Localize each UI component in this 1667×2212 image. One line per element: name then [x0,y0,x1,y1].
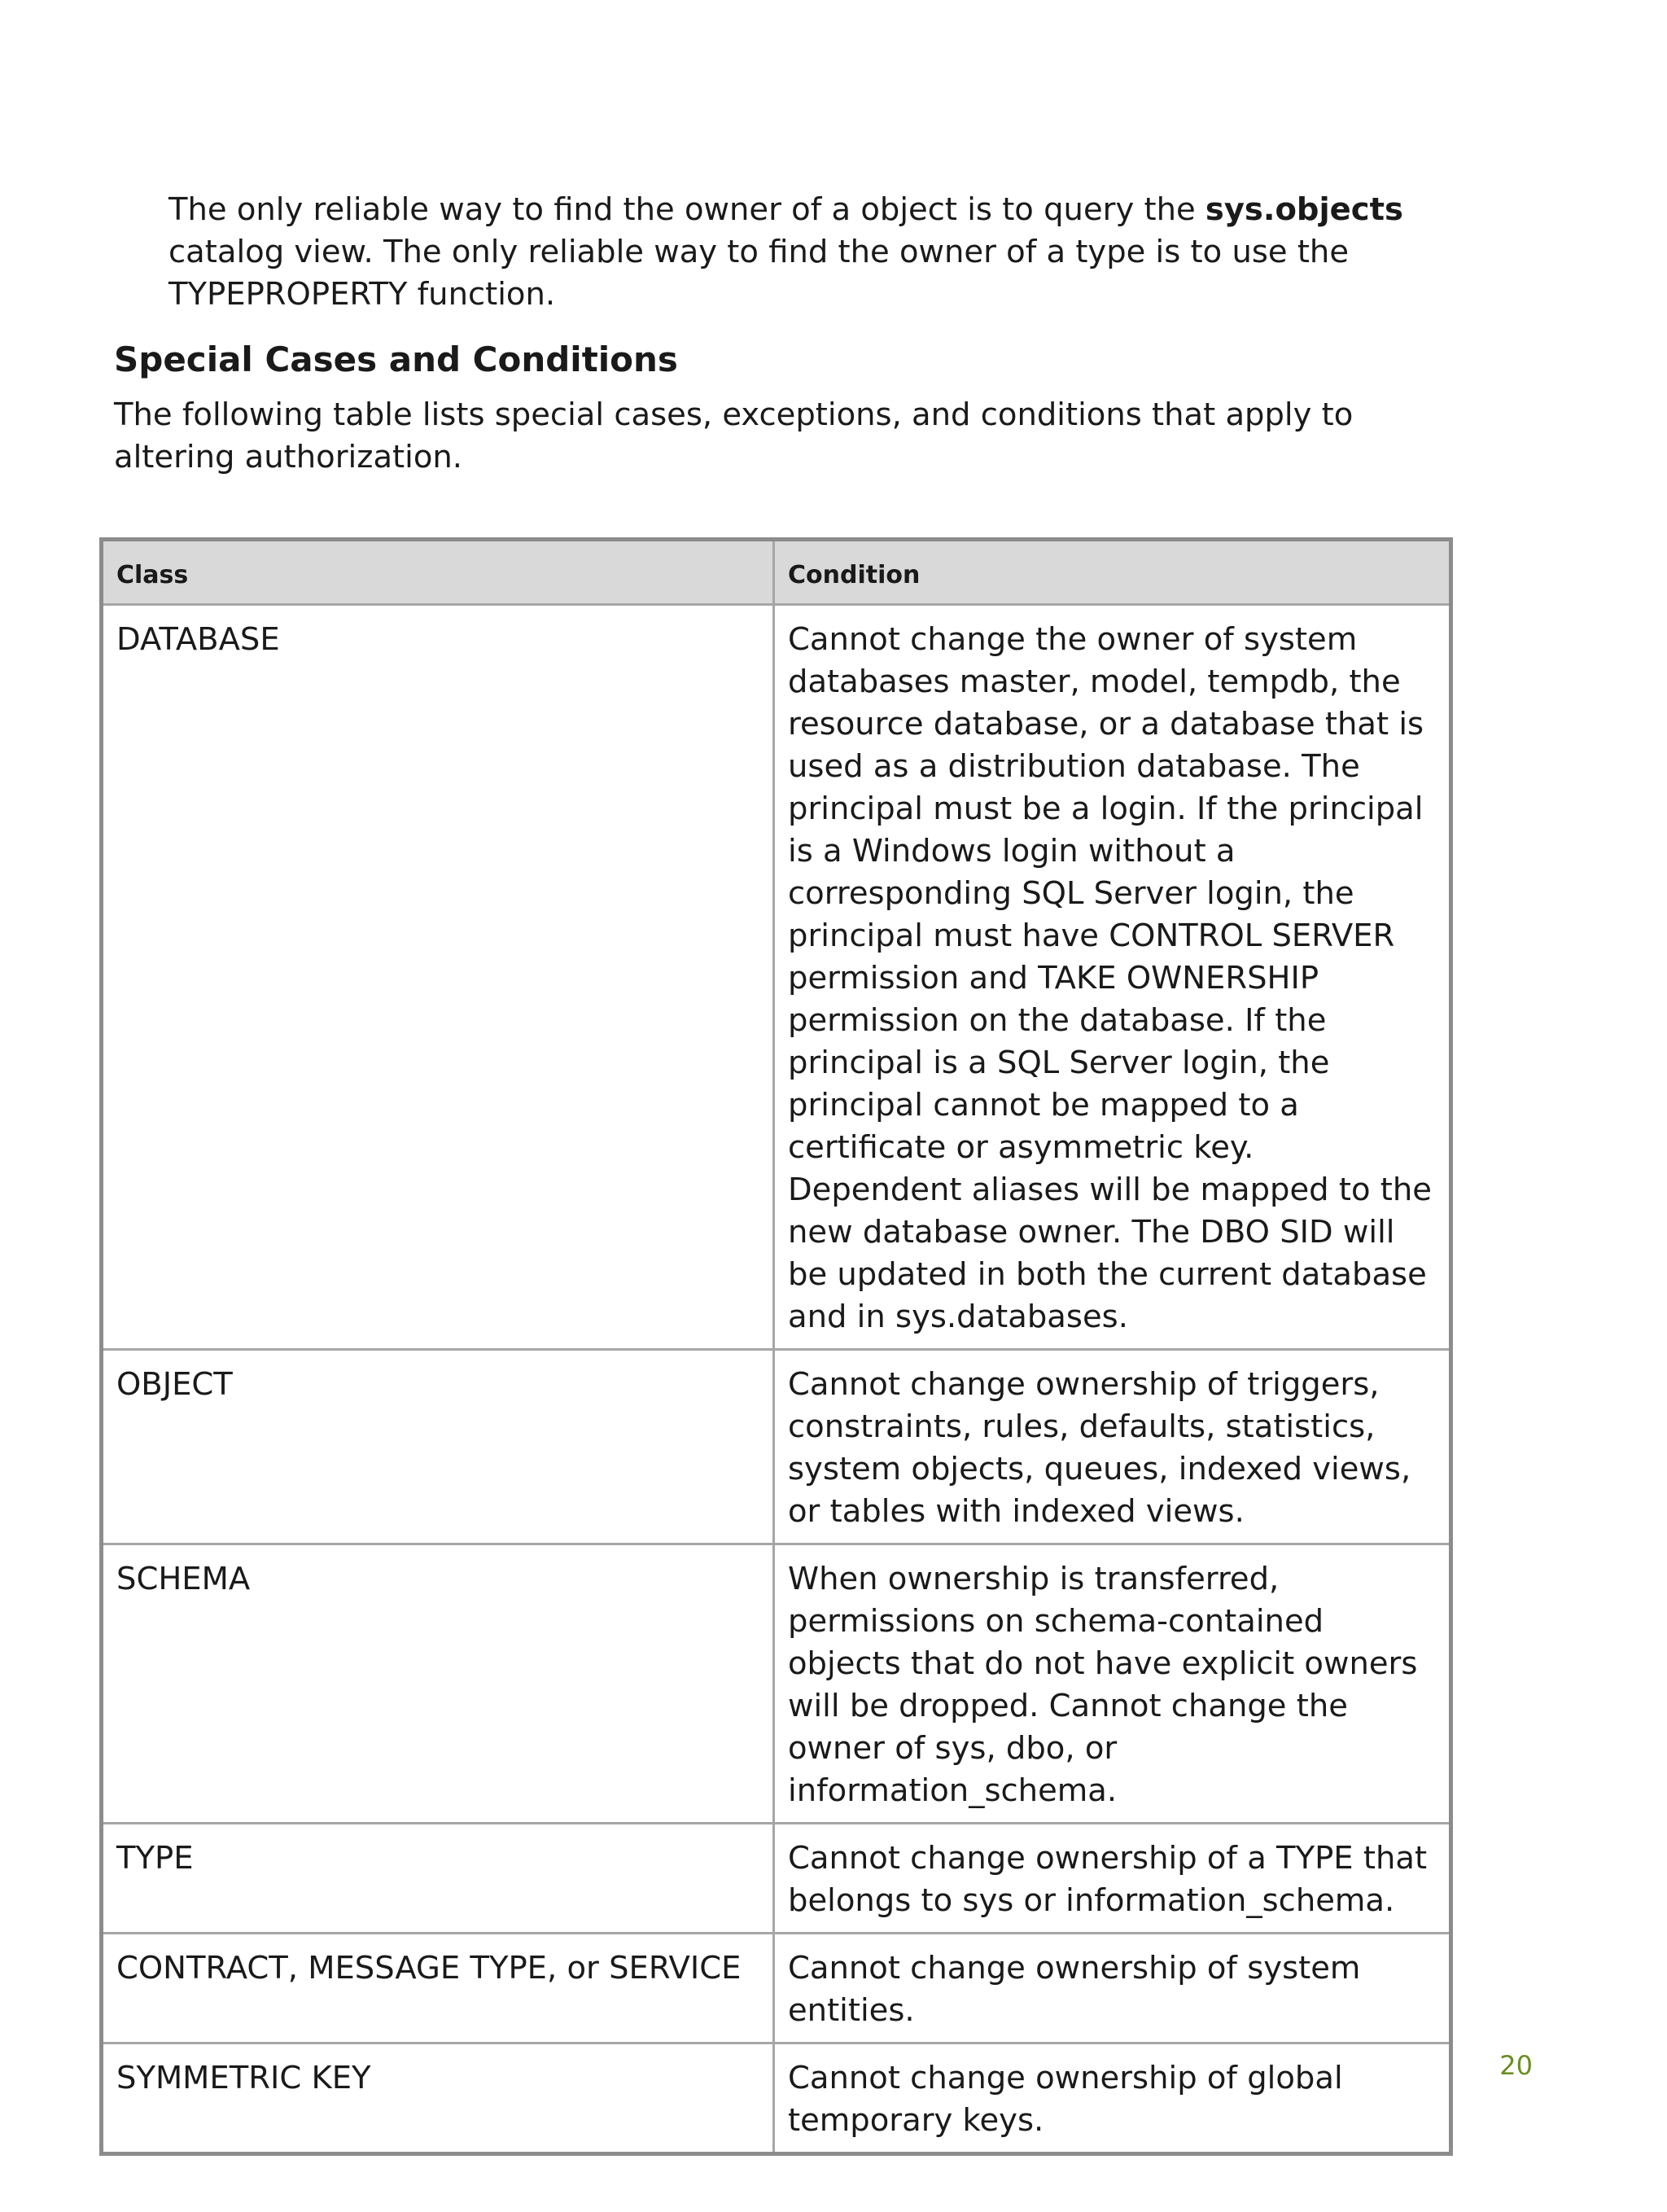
table-header [102,540,1451,605]
conditions-table [99,537,1453,2156]
table-row [102,1934,1451,2043]
cell-class: SYMMETRIC KEY [102,2043,774,2154]
intro-text-end: catalog view. The only reliable way to find the owner of a type is to use the TYPEPROPERTY function. [168,234,1350,313]
cell-class: DATABASE [102,605,774,1350]
cell-class: CONTRACT, MESSAGE TYPE, or SERVICE [102,1934,774,2043]
column-header-condition: Condition [774,540,1451,605]
table-row [102,605,1451,1350]
cell-condition: Cannot change ownership of triggers, constraints, rules, defaults, statistics, system objects, queues, indexed views, or tables with indexed views. [774,1350,1451,1544]
table-row [102,1824,1451,1934]
cell-condition: Cannot change the owner of system databases master, model, tempdb, the resource database, or a database that is used as a distribution database. The principal must be a login. If the principal is a Windows login without a corresponding SQL Server login, the principal must have CONTROL SERVER permission and TAKE OWNERSHIP permission on the database. If the principal is a SQL Server login, the principal cannot be mapped to a certificate or asymmetric key. Dependent aliases will be mapped to the new database owner. The DBO SID will be updated in both the current database and in sys.databases. [774,605,1451,1350]
table-body [102,605,1451,2154]
cell-condition: Cannot change ownership of a TYPE that belongs to sys or information_schema. [774,1824,1451,1934]
cell-class: OBJECT [102,1350,774,1544]
intro-text-start: The only reliable way to find the owner of a object is to query the [168,191,1205,228]
intro-bold-term: sys.objects [1205,191,1403,228]
table-row [102,2043,1451,2154]
section-heading: Special Cases and Conditions [114,339,678,379]
cell-class: TYPE [102,1824,774,1934]
table-header-row [102,540,1451,605]
page-number: 20 [1499,2050,1533,2081]
cell-condition: Cannot change ownership of global temporary keys. [774,2043,1451,2154]
table-row [102,1350,1451,1544]
cell-class: SCHEMA [102,1544,774,1824]
table-row [102,1544,1451,1824]
intro-paragraph [168,189,1438,316]
column-header-class: Class [102,540,774,605]
cell-condition: Cannot change ownership of system entities. [774,1934,1451,2043]
section-lead-paragraph: The following table lists special cases, exceptions, and conditions that apply to altering authorization. [114,396,1354,475]
cell-condition: When ownership is transferred, permissions on schema-contained objects that do not have explicit owners will be dropped. Cannot change the owner of sys, dbo, or information_schema. [774,1544,1451,1824]
